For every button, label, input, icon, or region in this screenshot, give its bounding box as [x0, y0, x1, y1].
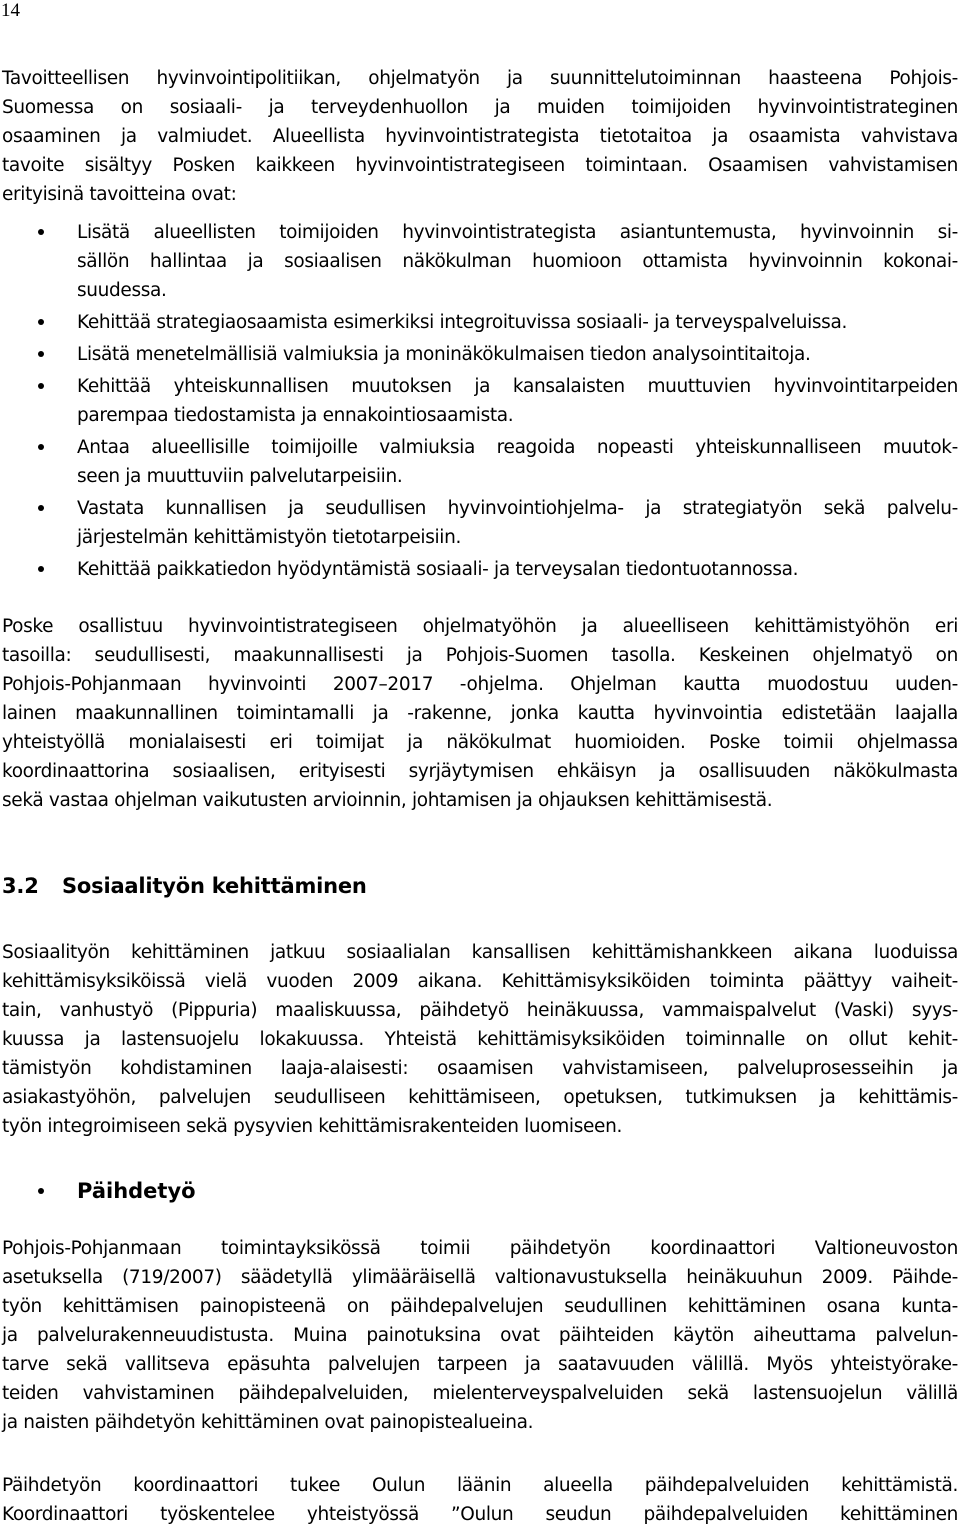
text-line: tasoilla: seudullisesti, maakunnallisesti ja Pohjois-Suomen tasolla. Keskeinen ohjelmatyö on: [2, 645, 958, 666]
bullet-icon: [38, 308, 48, 337]
list-item: [0, 433, 960, 491]
section-paragraph: [2, 938, 958, 1141]
list-item: [0, 340, 960, 369]
bullet-icon: [38, 494, 48, 523]
text-line: ja naisten päihdetyön kehittäminen ovat painopistealueina.: [2, 1412, 534, 1433]
text-line: seen ja muuttuviin palvelutarpeisiin.: [77, 466, 403, 487]
text-line: teiden vahvistaminen päihdepalveluiden, mielenterveyspalveluiden sekä lastensuojelun välillä: [2, 1383, 958, 1404]
intro-paragraph: [2, 64, 958, 209]
text-line: Koordinaattori työskentelee yhteistyössä ”Oulun seudun päihdepalveluiden kehittäminen: [2, 1504, 958, 1525]
list-item: [0, 372, 960, 430]
text-line: koordinaattorina sosiaalisen, erityisesti syrjäytymisen ehkäisyn ja osallisuuden näkökulmasta: [2, 761, 958, 782]
list-item: [0, 555, 960, 584]
subheading: [0, 1176, 400, 1206]
text-line: yhteistyöllä monialaisesti eri toimijat ja näkökulmat huomioiden. Poske toimii ohjelmassa: [2, 732, 958, 753]
text-line: tavoite sisältyy Posken kaikkeen hyvinvointistrategiseen toimintaan. Osaamisen vahvistamisen: [2, 155, 958, 176]
bullet-icon: [38, 433, 48, 462]
paihde-paragraph: [2, 1234, 958, 1437]
text-line: Lisätä alueellisten toimijoiden hyvinvointistrategista asiantuntemusta, hyvinvoinnin si-: [77, 222, 958, 243]
list-item: [0, 218, 960, 305]
text-line: kuussa ja lastensuojelu lokakuussa. Yhteistä kehittämisyksiköiden toiminnalle on ollut kehit-: [2, 1029, 958, 1050]
text-line: Kehittää yhteiskunnallisen muutoksen ja kansalaisten muuttuvien hyvinvointitarpeiden: [77, 376, 958, 397]
text-line: asetuksella (719/2007) säädetyllä ylimääräisellä valtionavustuksella heinäkuuhun 2009. Päihde-: [2, 1267, 958, 1288]
text-line: Lisätä menetelmällisiä valmiuksia ja moninäkökulmaisen tiedon analysointitaitoja.: [77, 344, 811, 365]
text-line: työn integroimiseen sekä pysyvien kehittämisrakenteiden luomiseen.: [2, 1116, 622, 1137]
goals-list: [0, 218, 960, 587]
subheading-text: Päihdetyö: [77, 1179, 196, 1203]
poske-paragraph: [2, 612, 958, 815]
bullet-icon: [38, 218, 48, 247]
text-line: asiakastyöhön, palvelujen seudulliseen kehittämiseen, opetuksen, tutkimuksen ja kehittämis-: [2, 1087, 958, 1108]
text-line: tämistyön kohdistaminen laaja-alaisesti: osaamisen vahvistamiseen, palveluprosesseihin ja: [2, 1058, 958, 1079]
text-line: lainen maakunnallinen toimintamalli ja -rakenne, jonka kautta hyvinvointia edistetään laajalla: [2, 703, 958, 724]
section-number: 3.2: [2, 874, 39, 898]
page-number: 14: [1, 0, 20, 21]
list-item: [0, 494, 960, 552]
bullet-icon: [38, 372, 48, 401]
text-line: sällön hallintaa ja sosiaalisen näkökulman huomioon ottamista hyvinvoinnin kokonai-: [77, 251, 958, 272]
bullet-icon: [38, 1188, 44, 1194]
text-line: suudessa.: [77, 280, 167, 301]
text-line: parempaa tiedostamista ja ennakointiosaamista.: [77, 405, 514, 426]
text-line: Vastata kunnallisen ja seudullisen hyvinvointiohjelma- ja strategiatyön sekä palvelu-: [77, 498, 958, 519]
text-line: erityisinä tavoitteina ovat:: [2, 184, 237, 205]
text-line: Sosiaalityön kehittäminen jatkuu sosiaalialan kansallisen kehittämishankkeen aikana luoduissa: [2, 942, 958, 963]
text-line: työn kehittämisen painopisteenä on päihdepalvelujen seudullinen kehittäminen osana kunta-: [2, 1296, 958, 1317]
bullet-icon: [38, 340, 48, 369]
text-line: Tavoitteellisen hyvinvointipolitiikan, ohjelmatyön ja suunnittelutoiminnan haasteena Pohjois-: [2, 68, 958, 89]
text-line: Kehittää paikkatiedon hyödyntämistä sosiaali- ja terveysalan tiedontuotannossa.: [77, 559, 799, 580]
section-heading: [2, 871, 367, 901]
section-title: Sosiaalityön kehittäminen: [62, 874, 367, 898]
text-line: tain, vanhustyö (Pippuria) maaliskuussa, päihdetyö heinäkuussa, vammaispalvelut (Vaski) syys-: [2, 1000, 958, 1021]
text-line: sekä vastaa ohjelman vaikutusten arvioinnin, johtamisen ja ohjauksen kehittämisestä.: [2, 790, 773, 811]
text-line: järjestelmän kehittämistyön tietotarpeisiin.: [77, 527, 461, 548]
text-line: kehittämisyksiköissä vielä vuoden 2009 aikana. Kehittämisyksiköiden toiminta päättyy vaiheit-: [2, 971, 958, 992]
text-line: Päihdetyön koordinaattori tukee Oulun läänin alueella päihdepalveluiden kehittämistä.: [2, 1475, 958, 1496]
text-line: tarve sekä vallitseva epäsuhta palvelujen tarpeen ja saatavuuden välillä. Myös yhteistyörake-: [2, 1354, 958, 1375]
text-line: ja palvelurakenneuudistusta. Muina painotuksina ovat päihteiden käytön aiheuttama palvelun-: [2, 1325, 958, 1346]
final-paragraph: [2, 1471, 958, 1529]
text-line: Suomessa on sosiaali- ja terveydenhuollon ja muiden toimijoiden hyvinvointistrateginen: [2, 97, 958, 118]
text-line: Kehittää strategiaosaamista esimerkiksi integroituvissa sosiaali- ja terveyspalveluissa.: [77, 312, 847, 333]
text-line: Antaa alueellisille toimijoille valmiuksia reagoida nopeasti yhteiskunnalliseen muutok-: [77, 437, 958, 458]
list-item: [0, 308, 960, 337]
text-line: osaaminen ja valmiudet. Alueellista hyvinvointistrategista tietotaitoa ja osaamista vahvistava: [2, 126, 958, 147]
text-line: Pohjois-Pohjanmaan toimintayksikössä toimii päihdetyön koordinaattori Valtioneuvoston: [2, 1238, 958, 1259]
text-line: Pohjois-Pohjanmaan hyvinvointi 2007–2017 -ohjelma. Ohjelman kautta muodostuu uuden-: [2, 674, 958, 695]
bullet-icon: [38, 555, 48, 584]
text-line: Poske osallistuu hyvinvointistrategiseen ohjelmatyöhön ja alueelliseen kehittämistyöhön eri: [2, 616, 958, 637]
